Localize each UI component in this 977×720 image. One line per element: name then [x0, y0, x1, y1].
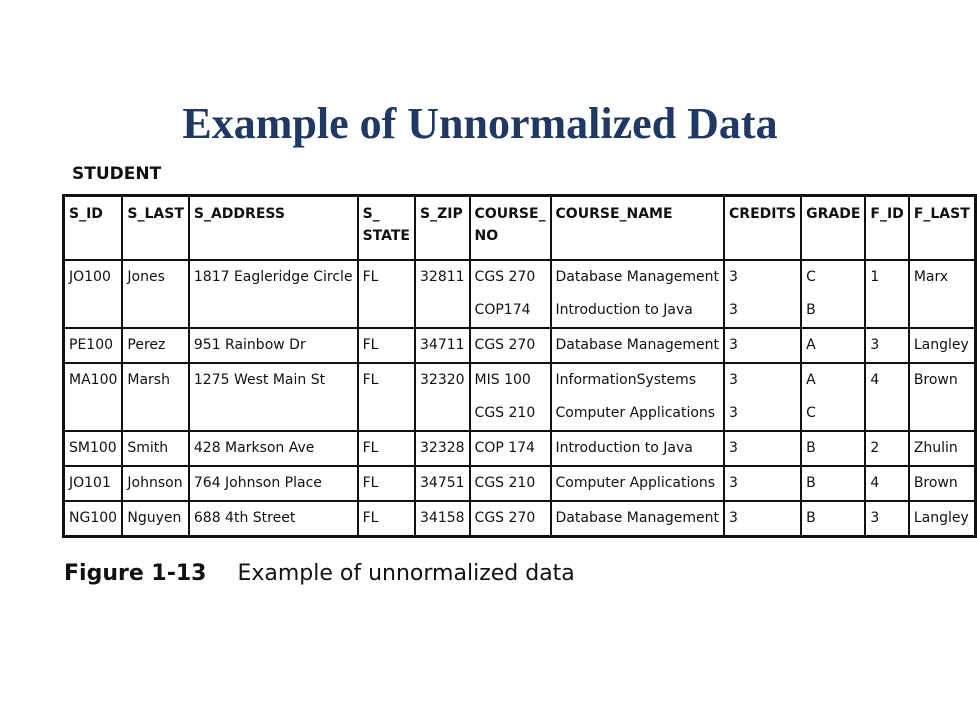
- table-cell: [64, 294, 123, 328]
- table-cell: FL: [358, 501, 415, 537]
- table-cell: FL: [358, 431, 415, 466]
- table-cell: 3: [724, 501, 801, 537]
- table-cell: Introduction to Java: [551, 431, 724, 466]
- column-header-line2: NO: [474, 228, 499, 244]
- column-header-line1: S_ID: [69, 206, 103, 222]
- table-cell: Brown: [909, 363, 975, 397]
- table-cell: 34751: [415, 466, 470, 501]
- table-cell: Langley: [909, 328, 975, 363]
- figure-caption-text: Example of unnormalized data: [237, 561, 575, 586]
- table-cell: 32320: [415, 363, 470, 397]
- table-cell: [189, 294, 358, 328]
- table-cell: FL: [358, 328, 415, 363]
- table-cell: Computer Applications: [551, 397, 724, 431]
- column-header: [64, 196, 123, 261]
- table-cell: CGS 210: [470, 466, 551, 501]
- table-cell: A: [801, 328, 865, 363]
- table-cell: [358, 294, 415, 328]
- table-row: [64, 363, 976, 397]
- column-header-line2: STATE: [362, 228, 410, 244]
- table-row: [64, 260, 976, 294]
- column-header: [189, 196, 358, 261]
- table-cell: Langley: [909, 501, 975, 537]
- table-cell: Nguyen: [122, 501, 188, 537]
- column-header: [415, 196, 470, 261]
- table-cell: 3: [724, 328, 801, 363]
- table-label: STUDENT: [72, 164, 162, 184]
- table-cell: JO101: [64, 466, 123, 501]
- table-cell: [909, 294, 975, 328]
- table-row: [64, 294, 976, 328]
- table-row: [64, 466, 976, 501]
- table-cell: Database Management: [551, 260, 724, 294]
- column-header-line1: S_ADDRESS: [193, 206, 285, 222]
- column-header: [358, 196, 415, 261]
- table-cell: [189, 397, 358, 431]
- slide-title: Example of Unnormalized Data: [182, 99, 778, 148]
- table-cell: Perez: [122, 328, 188, 363]
- table-cell: 764 Johnson Place: [189, 466, 358, 501]
- table-cell: [865, 294, 908, 328]
- table-cell: COP 174: [470, 431, 551, 466]
- table-cell: CGS 210: [470, 397, 551, 431]
- column-header-line1: S_ZIP: [420, 206, 463, 222]
- table-cell: CGS 270: [470, 260, 551, 294]
- student-table: [62, 194, 977, 538]
- column-header-line1: F_ID: [870, 206, 904, 222]
- table-cell: Introduction to Java: [551, 294, 724, 328]
- column-header-line1: S_LAST: [127, 206, 184, 222]
- table-cell: Smith: [122, 431, 188, 466]
- column-header-line1: S_: [362, 206, 380, 222]
- table-cell: 951 Rainbow Dr: [189, 328, 358, 363]
- table-cell: 1817 Eagleridge Circle: [189, 260, 358, 294]
- table-cell: Marsh: [122, 363, 188, 397]
- table-cell: [415, 397, 470, 431]
- table-body: [64, 260, 976, 537]
- table-cell: InformationSystems: [551, 363, 724, 397]
- table-cell: 4: [865, 466, 908, 501]
- table-cell: [415, 294, 470, 328]
- table-cell: Zhulin: [909, 431, 975, 466]
- column-header-line1: COURSE_NAME: [555, 206, 673, 222]
- table-cell: B: [801, 466, 865, 501]
- table-cell: SM100: [64, 431, 123, 466]
- table-cell: Jones: [122, 260, 188, 294]
- table-cell: JO100: [64, 260, 123, 294]
- table-cell: 688 4th Street: [189, 501, 358, 537]
- table-cell: 2: [865, 431, 908, 466]
- table-cell: 3: [724, 466, 801, 501]
- table-cell: B: [801, 431, 865, 466]
- table-cell: PE100: [64, 328, 123, 363]
- column-header: [470, 196, 551, 261]
- table-cell: [122, 294, 188, 328]
- table-cell: 3: [724, 260, 801, 294]
- column-header: [551, 196, 724, 261]
- table-cell: C: [801, 397, 865, 431]
- table-cell: FL: [358, 260, 415, 294]
- table-cell: 1275 West Main St: [189, 363, 358, 397]
- column-header-line1: F_LAST: [913, 206, 970, 222]
- table-cell: Brown: [909, 466, 975, 501]
- table-cell: 3: [865, 328, 908, 363]
- figure-number: Figure 1-13: [64, 561, 207, 586]
- table-row: [64, 328, 976, 363]
- column-header: [865, 196, 908, 261]
- table-cell: Marx: [909, 260, 975, 294]
- table-cell: 3: [724, 431, 801, 466]
- table-row: [64, 431, 976, 466]
- table-cell: [122, 397, 188, 431]
- table-cell: 34711: [415, 328, 470, 363]
- table-cell: 32328: [415, 431, 470, 466]
- column-header: [724, 196, 801, 261]
- table-cell: 32811: [415, 260, 470, 294]
- table-row: [64, 501, 976, 537]
- table-cell: 3: [865, 501, 908, 537]
- column-header-line1: CREDITS: [729, 206, 797, 222]
- table-cell: FL: [358, 466, 415, 501]
- table-cell: COP174: [470, 294, 551, 328]
- table-cell: 3: [724, 363, 801, 397]
- table-cell: MIS 100: [470, 363, 551, 397]
- table-cell: [64, 397, 123, 431]
- table-cell: A: [801, 363, 865, 397]
- table-cell: 1: [865, 260, 908, 294]
- table-cell: [865, 397, 908, 431]
- column-header: [122, 196, 188, 261]
- table-cell: MA100: [64, 363, 123, 397]
- table-cell: Database Management: [551, 328, 724, 363]
- table-cell: [909, 397, 975, 431]
- header-row: [64, 196, 976, 261]
- table-cell: 428 Markson Ave: [189, 431, 358, 466]
- table-cell: C: [801, 260, 865, 294]
- column-header-line1: COURSE_: [474, 206, 546, 222]
- table-cell: B: [801, 294, 865, 328]
- table-cell: 34158: [415, 501, 470, 537]
- figure-caption: [64, 561, 575, 586]
- table-row: [64, 397, 976, 431]
- table-cell: Database Management: [551, 501, 724, 537]
- table-cell: Johnson: [122, 466, 188, 501]
- table-cell: 3: [724, 397, 801, 431]
- table-cell: 3: [724, 294, 801, 328]
- table-cell: CGS 270: [470, 501, 551, 537]
- table-cell: NG100: [64, 501, 123, 537]
- table-cell: Computer Applications: [551, 466, 724, 501]
- column-header: [909, 196, 975, 261]
- column-header-line1: GRADE: [806, 206, 861, 222]
- column-header: [801, 196, 865, 261]
- table-cell: CGS 270: [470, 328, 551, 363]
- table-cell: FL: [358, 363, 415, 397]
- table-cell: 4: [865, 363, 908, 397]
- table-cell: B: [801, 501, 865, 537]
- table-cell: [358, 397, 415, 431]
